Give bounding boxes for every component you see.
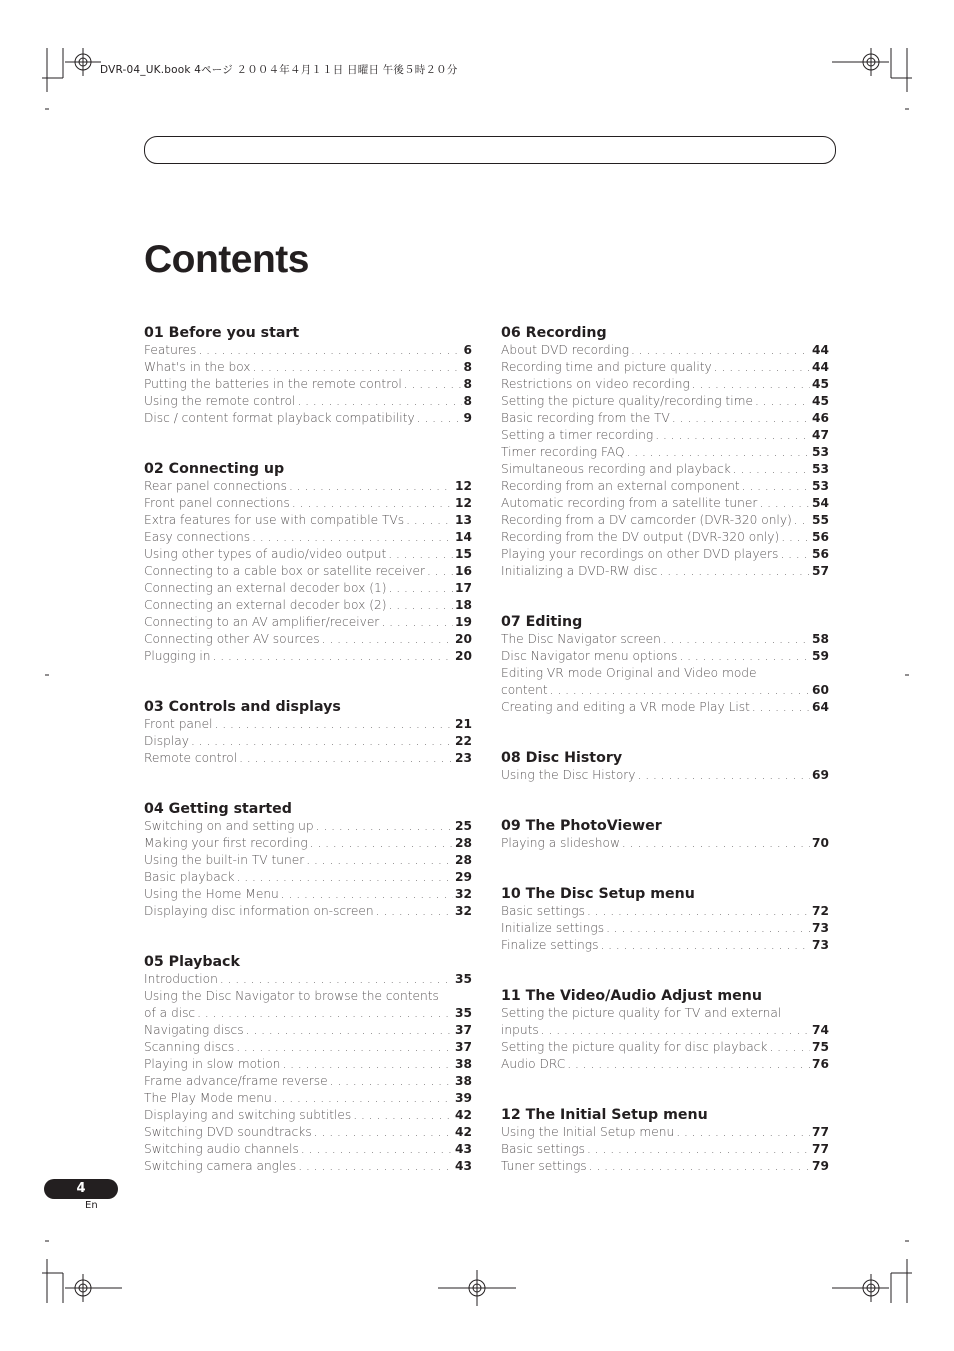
toc-entry[interactable] (501, 682, 829, 699)
toc-page-number: 21 (455, 717, 472, 731)
toc-entry-label: Setting the picture quality for disc playback (501, 1040, 768, 1054)
leader-dots (381, 614, 453, 631)
toc-entry[interactable] (501, 546, 829, 563)
toc-entry-label: Front panel (144, 717, 213, 731)
toc-page-number: 54 (812, 496, 829, 510)
leader-dots (298, 1158, 453, 1175)
leader-dots (755, 393, 810, 410)
toc-page-number: 28 (455, 836, 472, 850)
toc-entry[interactable] (144, 750, 472, 767)
toc-entry-label: The Disc Navigator screen (501, 632, 661, 646)
toc-entry-label: Switching on and setting up (144, 819, 314, 833)
toc-section (144, 460, 472, 665)
leader-dots (215, 716, 454, 733)
toc-page-number: 35 (455, 972, 472, 986)
toc-page-number: 19 (455, 615, 472, 629)
toc-entry-label: Recording time and picture quality (501, 360, 712, 374)
toc-page-number: 20 (455, 649, 472, 663)
toc-entry[interactable] (144, 1056, 472, 1073)
toc-page-number: 6 (463, 343, 472, 357)
toc-page-number: 8 (463, 394, 472, 408)
toc-page-number: 43 (455, 1142, 472, 1156)
toc-page-number: 28 (455, 853, 472, 867)
leader-dots (239, 750, 453, 767)
toc-page-number: 77 (812, 1142, 829, 1156)
leader-dots (289, 478, 453, 495)
toc-page-number: 43 (455, 1159, 472, 1173)
toc-page-number: 77 (812, 1125, 829, 1139)
toc-entry-label: Switching audio channels (144, 1142, 299, 1156)
leader-dots (388, 546, 453, 563)
toc-entry[interactable] (144, 631, 472, 648)
toc-section (144, 324, 472, 427)
toc-page-number: 72 (812, 904, 829, 918)
toc-page-number: 13 (455, 513, 472, 527)
toc-entry-label: Extra features for use with compatible TVs (144, 513, 405, 527)
toc-entry[interactable] (501, 444, 829, 461)
leader-dots (600, 937, 810, 954)
toc-page-number: 20 (455, 632, 472, 646)
toc-entry[interactable] (144, 818, 472, 835)
toc-page-number: 44 (812, 343, 829, 357)
toc-entry[interactable] (144, 1039, 472, 1056)
toc-entry-label: Putting the batteries in the remote control (144, 377, 402, 391)
toc-page-number: 70 (812, 836, 829, 850)
leader-dots (638, 767, 811, 784)
leader-dots (692, 376, 810, 393)
leader-dots (246, 1022, 453, 1039)
toc-entry-label: Recording from a DV camcorder (DVR-320 only) (501, 513, 792, 527)
toc-page-number: 23 (455, 751, 472, 765)
section-title: 01 Before you start (144, 325, 300, 341)
toc-entry-label: Switching camera angles (144, 1159, 297, 1173)
toc-entry[interactable] (501, 563, 829, 580)
toc-entry-label: Introduction (144, 972, 218, 986)
toc-page-number: 53 (812, 479, 829, 493)
section-title: 08 Disc History (501, 750, 623, 766)
toc-entry-label: Connecting to an AV amplifier/receiver (144, 615, 380, 629)
toc-entry[interactable] (501, 1124, 829, 1141)
toc-page-number: 22 (455, 734, 472, 748)
toc-entry-label[interactable]: Using the Disc Navigator to browse the contents (144, 989, 439, 1003)
toc-page-number: 39 (455, 1091, 472, 1105)
page-number-badge: 4 (44, 1179, 118, 1199)
toc-entry[interactable] (144, 478, 472, 495)
section-title: 02 Connecting up (144, 461, 285, 477)
toc-entry-label: Using the built-in TV tuner (144, 853, 305, 867)
toc-entry-label: Scanning discs (144, 1040, 235, 1054)
leader-dots (376, 903, 453, 920)
toc-entry[interactable] (144, 563, 472, 580)
toc-entry-label: Displaying and switching subtitles (144, 1108, 352, 1122)
toc-entry-label: Switching DVD soundtracks (144, 1125, 312, 1139)
leader-dots (198, 342, 461, 359)
leader-dots (236, 1039, 453, 1056)
toc-page-number: 76 (812, 1057, 829, 1071)
leader-dots (353, 1107, 453, 1124)
toc-entry-label: Connecting an external decoder box (2) (144, 598, 387, 612)
toc-entry-label: Remote control (144, 751, 238, 765)
leader-dots (282, 1056, 453, 1073)
toc-page-number: 57 (812, 564, 829, 578)
toc-page-number: 73 (812, 921, 829, 935)
toc-page-number: 73 (812, 938, 829, 952)
toc-entry-label: Creating and editing a VR mode Play List (501, 700, 750, 714)
toc-entry[interactable] (144, 971, 472, 988)
leader-dots (606, 920, 810, 937)
toc-entry[interactable] (144, 359, 472, 376)
toc-entry[interactable] (501, 1039, 829, 1056)
leader-dots (406, 512, 453, 529)
leader-dots (759, 495, 810, 512)
toc-entry-label: of a disc (144, 1006, 196, 1020)
toc-entry-label: Using other types of audio/video output (144, 547, 387, 561)
toc-entry[interactable] (501, 767, 829, 784)
toc-section (501, 885, 829, 954)
page-title: Contents (144, 238, 309, 281)
toc-entry[interactable] (144, 546, 472, 563)
leader-dots (631, 342, 810, 359)
toc-section (501, 987, 829, 1073)
toc-entry-label: Plugging in (144, 649, 211, 663)
toc-section (501, 324, 829, 580)
toc-entry[interactable] (144, 580, 472, 597)
leader-dots (676, 1124, 810, 1141)
leader-dots (237, 869, 454, 886)
toc-entry[interactable] (501, 1022, 829, 1039)
toc-entry-label: Disc / content format playback compatibility (144, 411, 415, 425)
toc-entry-label: Automatic recording from a satellite tuner (501, 496, 758, 510)
leader-dots (589, 1158, 810, 1175)
toc-page-number: 16 (455, 564, 472, 578)
toc-entry[interactable] (144, 410, 472, 427)
toc-page-number: 56 (812, 530, 829, 544)
toc-entry[interactable] (501, 478, 829, 495)
toc-page-number: 37 (455, 1023, 472, 1037)
leader-dots (622, 835, 810, 852)
leader-dots (297, 393, 461, 410)
toc-entry[interactable] (144, 733, 472, 750)
section-title: 04 Getting started (144, 801, 292, 817)
toc-entry-label: Using the Disc History (501, 768, 636, 782)
toc-page-number: 12 (455, 479, 472, 493)
toc-page-number: 79 (812, 1159, 829, 1173)
toc-section (144, 800, 472, 920)
toc-entry-label[interactable]: Setting the picture quality for TV and external (501, 1006, 782, 1020)
toc-entry-label: Simultaneous recording and playback (501, 462, 731, 476)
toc-entry[interactable] (501, 648, 829, 665)
leader-dots (742, 478, 810, 495)
toc-entry[interactable] (501, 631, 829, 648)
leader-dots (781, 529, 810, 546)
file-info-header: DVR-04_UK.book 4ページ ２００４年４月１１日 日曜日 午後５時２０分 (100, 64, 458, 76)
toc-entry-label: Basic settings (501, 904, 585, 918)
toc-page-number: 37 (455, 1040, 472, 1054)
toc-section (501, 1106, 829, 1175)
leader-dots (281, 886, 453, 903)
leader-dots (733, 461, 810, 478)
toc-page-number: 38 (455, 1057, 472, 1071)
toc-section (144, 953, 472, 1175)
toc-entry[interactable] (144, 1124, 472, 1141)
toc-entry[interactable] (144, 886, 472, 903)
toc-left-column (144, 324, 472, 1208)
toc-entry[interactable] (144, 614, 472, 631)
leader-dots (322, 631, 453, 648)
toc-entry[interactable] (144, 1107, 472, 1124)
leader-dots (679, 648, 810, 665)
toc-page-number: 45 (812, 377, 829, 391)
toc-entry-label: Setting a timer recording (501, 428, 654, 442)
toc-entry-label: Easy connections (144, 530, 251, 544)
toc-entry-label: Front panel connections (144, 496, 290, 510)
toc-entry-label: Features (144, 343, 197, 357)
toc-section (144, 698, 472, 767)
toc-page-number: 14 (455, 530, 472, 544)
leader-dots (252, 529, 453, 546)
toc-page-number: 69 (812, 768, 829, 782)
toc-entry[interactable] (144, 1022, 472, 1039)
leader-dots (388, 580, 453, 597)
toc-entry-label: Playing in slow motion (144, 1057, 281, 1071)
toc-page-number: 29 (455, 870, 472, 884)
toc-entry[interactable] (501, 699, 829, 716)
toc-page-number: 74 (812, 1023, 829, 1037)
toc-entry[interactable] (144, 1090, 472, 1107)
toc-entry-label: Timer recording FAQ (501, 445, 625, 459)
toc-page-number: 64 (812, 700, 829, 714)
leader-dots (794, 512, 810, 529)
toc-entry-label: Using the Home Menu (144, 887, 279, 901)
toc-entry[interactable] (144, 495, 472, 512)
toc-entry[interactable] (144, 903, 472, 920)
toc-page-number: 75 (812, 1040, 829, 1054)
toc-entry[interactable] (501, 461, 829, 478)
toc-entry[interactable] (144, 852, 472, 869)
section-title: 12 The Initial Setup menu (501, 1107, 708, 1123)
toc-right-column (501, 324, 829, 1208)
toc-entry[interactable] (144, 597, 472, 614)
toc-entry-label: Displaying disc information on-screen (144, 904, 374, 918)
section-title: 09 The PhotoViewer (501, 818, 662, 834)
toc-entry-label: content (501, 683, 548, 697)
toc-entry-label: Display (144, 734, 189, 748)
toc-entry[interactable] (144, 1005, 472, 1022)
section-title: 05 Playback (144, 954, 240, 970)
toc-entry[interactable] (144, 1141, 472, 1158)
leader-dots (310, 835, 453, 852)
toc-page-number: 59 (812, 649, 829, 663)
leader-dots (330, 1073, 453, 1090)
toc-page-number: 42 (455, 1108, 472, 1122)
leader-dots (197, 1005, 453, 1022)
toc-entry-label: Using the remote control (144, 394, 296, 408)
toc-entry-label: Frame advance/frame reverse (144, 1074, 328, 1088)
toc-page-number: 32 (455, 887, 472, 901)
toc-entry[interactable] (501, 376, 829, 393)
section-title: 07 Editing (501, 614, 583, 630)
leader-dots (780, 546, 810, 563)
toc-entry-label: Connecting an external decoder box (1) (144, 581, 387, 595)
leader-dots (587, 1141, 810, 1158)
leader-dots (769, 1039, 810, 1056)
header-bar (144, 136, 836, 164)
toc-page-number: 8 (463, 360, 472, 374)
leader-dots (752, 699, 810, 716)
toc-entry[interactable] (501, 903, 829, 920)
toc-entry-label: Navigating discs (144, 1023, 244, 1037)
leader-dots (427, 563, 453, 580)
toc-entry[interactable] (501, 393, 829, 410)
toc-entry-label: Connecting to a cable box or satellite receiver (144, 564, 426, 578)
toc-entry-label: The Play Mode menu (144, 1091, 272, 1105)
leader-dots (541, 1022, 810, 1039)
leader-dots (550, 682, 810, 699)
leader-dots (314, 1124, 453, 1141)
toc-page-number: 8 (463, 377, 472, 391)
toc-entry[interactable] (501, 512, 829, 529)
leader-dots (301, 1141, 453, 1158)
toc-entry-label: Using the Initial Setup menu (501, 1125, 675, 1139)
toc-entry[interactable] (144, 1073, 472, 1090)
toc-entry-label: Restrictions on video recording (501, 377, 690, 391)
leader-dots (213, 648, 454, 665)
toc-entry-label: Initialize settings (501, 921, 605, 935)
toc-entry-label: Tuner settings (501, 1159, 587, 1173)
toc-entry-label: inputs (501, 1023, 539, 1037)
toc-page-number: 45 (812, 394, 829, 408)
leader-dots (292, 495, 453, 512)
toc-entry[interactable] (144, 716, 472, 733)
toc-page-number: 56 (812, 547, 829, 561)
leader-dots (274, 1090, 453, 1107)
toc-entry[interactable] (501, 410, 829, 427)
toc-entry[interactable] (144, 512, 472, 529)
toc-entry-label: Recording from an external component (501, 479, 740, 493)
toc-page-number: 25 (455, 819, 472, 833)
toc-entry-label: Connecting other AV sources (144, 632, 320, 646)
toc-entry-label: Basic settings (501, 1142, 585, 1156)
toc-page-number: 58 (812, 632, 829, 646)
toc-entry[interactable] (501, 1141, 829, 1158)
leader-dots (316, 818, 453, 835)
toc-entry-label: Audio DRC (501, 1057, 566, 1071)
toc-entry-label: Basic recording from the TV (501, 411, 670, 425)
toc-section (501, 817, 829, 852)
section-title: 03 Controls and displays (144, 699, 341, 715)
toc-page-number: 18 (455, 598, 472, 612)
toc-page-number: 38 (455, 1074, 472, 1088)
toc-page-number: 46 (812, 411, 829, 425)
toc-entry[interactable] (501, 342, 829, 359)
toc-entry-label: Disc Navigator menu options (501, 649, 678, 663)
leader-dots (253, 359, 462, 376)
toc-page-number: 60 (812, 683, 829, 697)
toc-section (501, 613, 829, 716)
toc-page-number: 12 (455, 496, 472, 510)
toc-entry[interactable] (501, 1056, 829, 1073)
toc-entry-label: Setting the picture quality/recording time (501, 394, 753, 408)
toc-entry[interactable] (501, 529, 829, 546)
toc-page-number: 47 (812, 428, 829, 442)
toc-page-number: 32 (455, 904, 472, 918)
leader-dots (404, 376, 462, 393)
toc-entry[interactable] (501, 495, 829, 512)
toc-page-number: 53 (812, 462, 829, 476)
toc-page-number: 9 (463, 411, 472, 425)
leader-dots (417, 410, 462, 427)
toc-entry[interactable] (501, 427, 829, 444)
leader-dots (191, 733, 453, 750)
toc-entry-label[interactable]: Editing VR mode Original and Video mode (501, 666, 757, 680)
leader-dots (655, 427, 810, 444)
toc-page-number: 15 (455, 547, 472, 561)
toc-entry-label: Playing your recordings on other DVD players (501, 547, 779, 561)
leader-dots (672, 410, 810, 427)
toc-entry[interactable] (144, 835, 472, 852)
leader-dots (587, 903, 810, 920)
leader-dots (306, 852, 453, 869)
toc-section (501, 749, 829, 784)
toc-page-number: 17 (455, 581, 472, 595)
toc-entry[interactable] (501, 1158, 829, 1175)
toc-entry-label: Playing a slideshow (501, 836, 620, 850)
toc-entry-label: Recording from the DV output (DVR-320 only) (501, 530, 780, 544)
toc-page-number: 42 (455, 1125, 472, 1139)
leader-dots (663, 631, 810, 648)
leader-dots (567, 1056, 810, 1073)
toc-entry[interactable] (501, 920, 829, 937)
toc-entry-label: Rear panel connections (144, 479, 287, 493)
leader-dots (714, 359, 810, 376)
toc-entry-label: Making your first recording (144, 836, 308, 850)
leader-dots (388, 597, 453, 614)
toc-entry-label: Finalize settings (501, 938, 599, 952)
toc-entry[interactable] (144, 376, 472, 393)
leader-dots (627, 444, 810, 461)
toc-entry[interactable] (144, 393, 472, 410)
toc-entry[interactable] (501, 937, 829, 954)
toc-entry[interactable] (144, 529, 472, 546)
leader-dots (660, 563, 811, 580)
section-title: 10 The Disc Setup menu (501, 886, 695, 902)
toc-page-number: 53 (812, 445, 829, 459)
leader-dots (220, 971, 453, 988)
toc-entry-label: What's in the box (144, 360, 251, 374)
toc-entry[interactable] (144, 648, 472, 665)
toc-page-number: 55 (812, 513, 829, 527)
toc-entry[interactable] (501, 359, 829, 376)
toc-page-number: 35 (455, 1006, 472, 1020)
section-title: 11 The Video/Audio Adjust menu (501, 988, 762, 1004)
toc-entry[interactable] (144, 869, 472, 886)
toc-entry[interactable] (144, 342, 472, 359)
section-title: 06 Recording (501, 325, 607, 341)
toc-page-number: 44 (812, 360, 829, 374)
language-label: En (85, 1200, 98, 1211)
toc-entry-label: Initializing a DVD-RW disc (501, 564, 658, 578)
toc-entry[interactable] (144, 1158, 472, 1175)
toc-entry[interactable] (501, 835, 829, 852)
toc-entry-label: About DVD recording (501, 343, 630, 357)
toc-entry-label: Basic playback (144, 870, 235, 884)
